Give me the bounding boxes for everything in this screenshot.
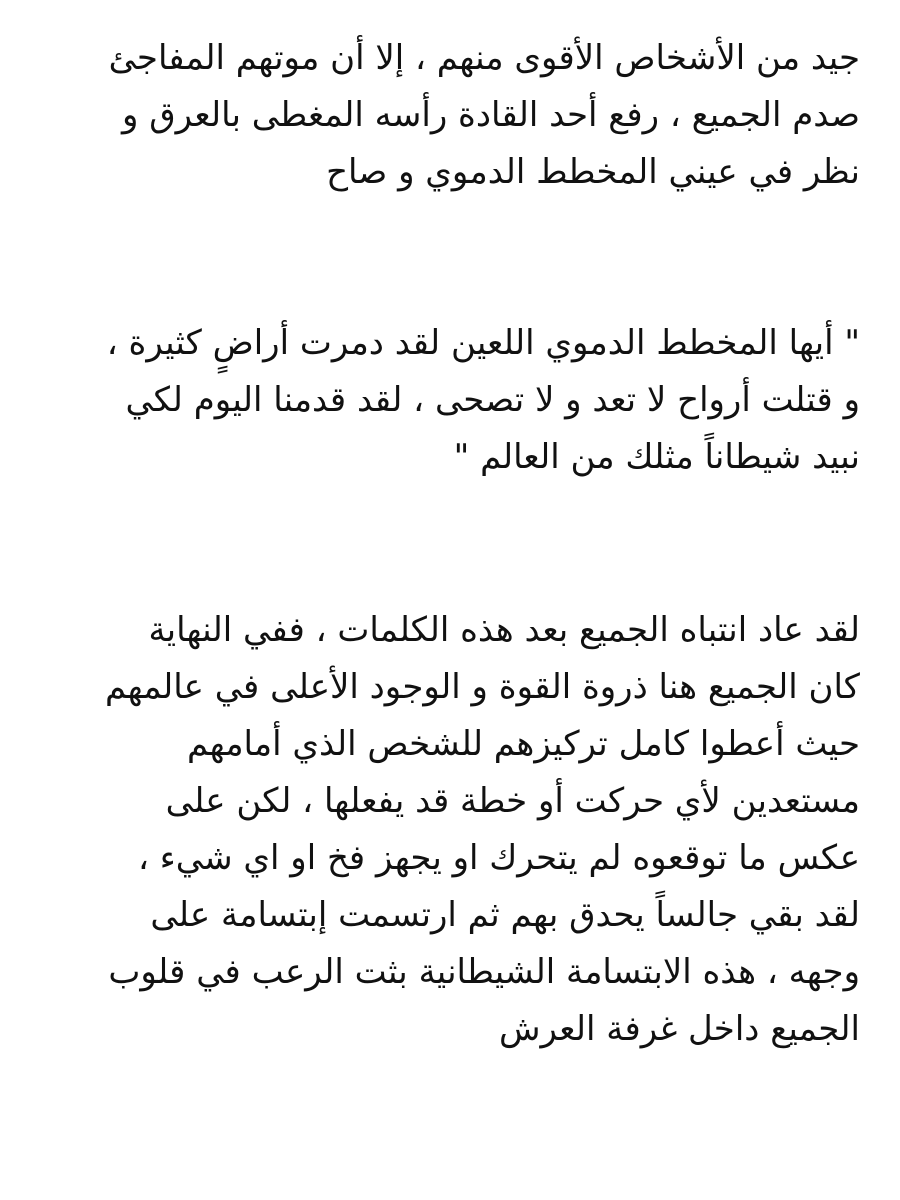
paragraph-spacer <box>40 201 860 315</box>
paragraph-2 <box>40 315 860 486</box>
text-line: صدم الجميع ، رفع أحد القادة رأسه المغطى بالعرق و <box>122 95 860 135</box>
text-line: " أيها المخطط الدموي اللعين لقد دمرت أراضٍ كثيرة ، <box>106 323 860 363</box>
text-line: عكس ما توقعوه لم يتحرك او يجهز فخ او اي شيء ، <box>138 838 860 878</box>
text-line: مستعدين لأي حركت أو خطة قد يفعلها ، لكن على <box>165 781 860 821</box>
paragraph-spacer <box>40 486 860 602</box>
text-line: و قتلت أرواح لا تعد و لا تصحى ، لقد قدمنا اليوم لكي <box>125 380 860 420</box>
text-line: نظر في عيني المخطط الدموي و صاح <box>326 152 860 192</box>
text-line: لقد بقي جالساً يحدق بهم ثم ارتسمت إبتسامة على <box>150 895 860 935</box>
paragraph-3 <box>40 602 860 1058</box>
text-line: حيث أعطوا كامل تركيزهم للشخص الذي أمامهم <box>187 724 860 764</box>
text-line: نبيد شيطاناً مثلك من العالم " <box>453 437 860 477</box>
text-line: كان الجميع هنا ذروة القوة و الوجود الأعلى في عالمهم <box>104 667 860 707</box>
text-line: لقد عاد انتباه الجميع بعد هذه الكلمات ، ففي النهاية <box>148 610 860 650</box>
text-line: وجهه ، هذه الابتسامة الشيطانية بثت الرعب في قلوب <box>108 952 860 992</box>
text-line: الجميع داخل غرفة العرش <box>498 1009 860 1049</box>
paragraph-1 <box>40 30 860 201</box>
text-line: جيد من الأشخاص الأقوى منهم ، إلا أن موتهم المفاجئ <box>108 38 860 78</box>
